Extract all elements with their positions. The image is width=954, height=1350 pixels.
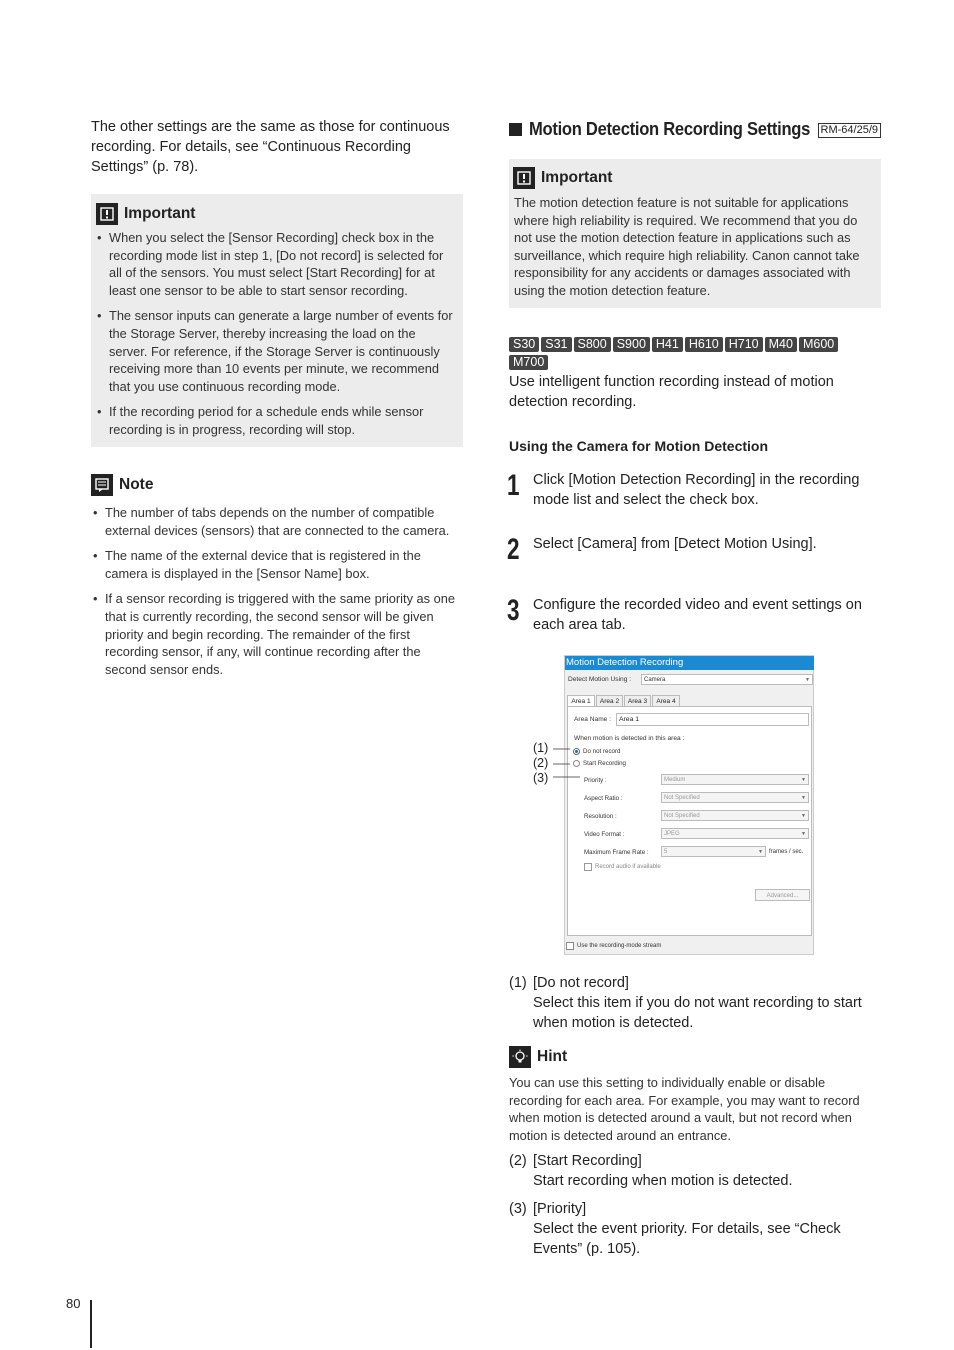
advanced-button[interactable]: Advanced... — [755, 889, 810, 901]
item-1: (1) [Do not record] Select this item if you do not want recording to start when motion is detected. — [509, 975, 862, 1031]
important-box-right — [509, 159, 881, 308]
note-heading: Note — [91, 474, 463, 496]
detect-motion-label: Detect Motion Using : — [568, 676, 632, 683]
chevron-down-icon: ▼ — [801, 813, 806, 819]
footer-rule — [90, 1300, 92, 1348]
important-heading: Important — [513, 167, 612, 189]
list-item: • If a sensor recording is triggered with the same priority as one that is currently recording, the second sensor will be given priority and begin recording. The remainder of the first recording sensor, if any, will continue recording after the second sensor ends. — [91, 590, 459, 678]
dialog-title: Motion Detection Recording — [565, 656, 814, 670]
step-number: 1 — [507, 469, 520, 502]
page-number: 80 — [66, 1296, 81, 1311]
step-text: Select [Camera] from [Detect Motion Using]. — [533, 536, 817, 552]
list-item: • The name of the external device that is registered in the camera is displayed in the [Sensor Name] box. — [91, 547, 459, 582]
record-audio-checkbox[interactable]: Record audio if available — [584, 863, 661, 871]
checkbox-icon — [584, 863, 592, 871]
frame-rate-input[interactable]: 5 ▼ — [661, 846, 766, 857]
model-tag: H610 — [685, 337, 723, 352]
note-list — [91, 504, 459, 678]
callout-1: (1) — [533, 741, 549, 755]
model-tag: S800 — [574, 337, 611, 352]
resolution-select[interactable]: Not Specified ▼ — [661, 810, 809, 821]
note-icon — [91, 474, 113, 496]
model-tag: M40 — [765, 337, 797, 352]
chevron-down-icon: ▼ — [801, 777, 806, 783]
step-number: 2 — [507, 533, 520, 566]
model-tag: S900 — [613, 337, 650, 352]
list-item: • When you select the [Sensor Recording] check box in the recording mode list in step 1, [Do not record] is selected for all of the sensors. You must select [Start Recording] for at least one sensor to be able to start sensor recording. — [95, 229, 457, 299]
important-list-left — [95, 229, 457, 447]
tab-panel — [567, 706, 812, 936]
chevron-down-icon: ▼ — [758, 849, 763, 855]
section-title: Motion Detection Recording Settings — [529, 118, 811, 139]
hint-section — [509, 1046, 881, 1144]
note-section — [91, 474, 463, 686]
radio-start-recording[interactable]: Start Recording — [573, 760, 626, 767]
important-text: The motion detection feature is not suitable for applications where high reliability is required. We recommend that you do not use the motion detection feature in applications such as surveillance, which require high reliability. Canon cannot take responsibility for any accidents or damages associated with using the motion detection feature. — [514, 195, 860, 298]
resolution-label: Resolution : — [584, 813, 617, 820]
video-format-label: Video Format : — [584, 831, 625, 838]
list-item: • The number of tabs depends on the number of compatible external devices (sensors) that are connected to the camera. — [91, 504, 459, 539]
aspect-ratio-select[interactable]: Not Specified ▼ — [661, 792, 809, 803]
callout-lines — [550, 740, 590, 780]
chevron-down-icon: ▼ — [801, 795, 806, 801]
important-heading: Important — [96, 203, 195, 225]
important-icon — [96, 203, 118, 225]
model-tag: H710 — [725, 337, 763, 352]
important-box-left — [91, 194, 463, 447]
step-text: Configure the recorded video and event settings on each area tab. — [533, 597, 862, 633]
step-text: Click [Motion Detection Recording] in the recording mode list and select the check box. — [533, 472, 860, 508]
tab-area-2[interactable]: Area 2 — [596, 695, 623, 706]
item-2: (2) [Start Recording] Start recording when motion is detected. — [509, 1153, 793, 1189]
model-tag: H41 — [652, 337, 683, 352]
intro-text: The other settings are the same as those for continuous recording. For details, see “Continuous Recording Settings” (p. 78). — [91, 119, 450, 175]
hint-bulb-icon — [509, 1046, 531, 1068]
checkbox-icon — [566, 942, 574, 950]
priority-select[interactable]: Medium ▼ — [661, 774, 809, 785]
section-square-icon — [509, 123, 522, 136]
important-icon — [513, 167, 535, 189]
model-tag: M600 — [799, 337, 838, 352]
model-tags — [509, 335, 881, 371]
step-number: 3 — [507, 594, 520, 627]
tab-area-3[interactable]: Area 3 — [624, 695, 651, 706]
radio-do-not-record[interactable]: Do not record — [573, 748, 621, 755]
hint-text: You can use this setting to individually enable or disable recording for each area. For example, you may want to record when motion is detected around a vault, but not record when motion is detected around an entrance. — [509, 1075, 860, 1143]
subheading: Using the Camera for Motion Detection — [509, 438, 769, 454]
area-name-input[interactable]: Area 1 — [616, 713, 809, 726]
chevron-down-icon: ▼ — [801, 831, 806, 837]
model-tag: S30 — [509, 337, 539, 352]
hint-heading: Hint — [509, 1046, 881, 1068]
use-stream-checkbox[interactable]: Use the recording-mode stream — [566, 942, 661, 950]
frame-rate-unit: frames / sec. — [769, 849, 804, 855]
tab-area-1[interactable]: Area 1 — [567, 695, 595, 706]
video-format-select[interactable]: JPEG ▼ — [661, 828, 809, 839]
aspect-ratio-label: Aspect Ratio : — [584, 795, 623, 802]
section-header — [509, 117, 881, 141]
detect-motion-select[interactable]: Camera ▼ — [641, 674, 813, 685]
callout-3: (3) — [533, 771, 549, 785]
models-text: Use intelligent function recording instead of motion detection recording. — [509, 374, 834, 410]
model-badge: RM-64/25/9 — [818, 123, 881, 138]
callout-2: (2) — [533, 756, 549, 770]
priority-label: Priority : — [584, 777, 607, 784]
list-item: • The sensor inputs can generate a large number of events for the Storage Server, thereby increasing the load on the server. For reference, if the Storage Server is continuously receiving more than 10 events per minute, we recommend that you use continuous recording mode. — [95, 307, 457, 395]
model-tag: M700 — [509, 355, 548, 370]
motion-recording-dialog — [564, 655, 814, 955]
list-item: • If the recording period for a schedule ends while sensor recording is in progress, recording will stop. — [95, 403, 457, 438]
chevron-down-icon: ▼ — [805, 677, 810, 683]
model-tag: S31 — [541, 337, 571, 352]
area-name-label: Area Name : — [574, 716, 612, 723]
tab-area-4[interactable]: Area 4 — [652, 695, 680, 706]
frame-rate-label: Maximum Frame Rate : — [584, 849, 649, 856]
when-motion-label: When motion is detected in this area : — [574, 735, 685, 742]
item-3: (3) [Priority] Select the event priority. For details, see “Check Events” (p. 105). — [509, 1201, 841, 1257]
